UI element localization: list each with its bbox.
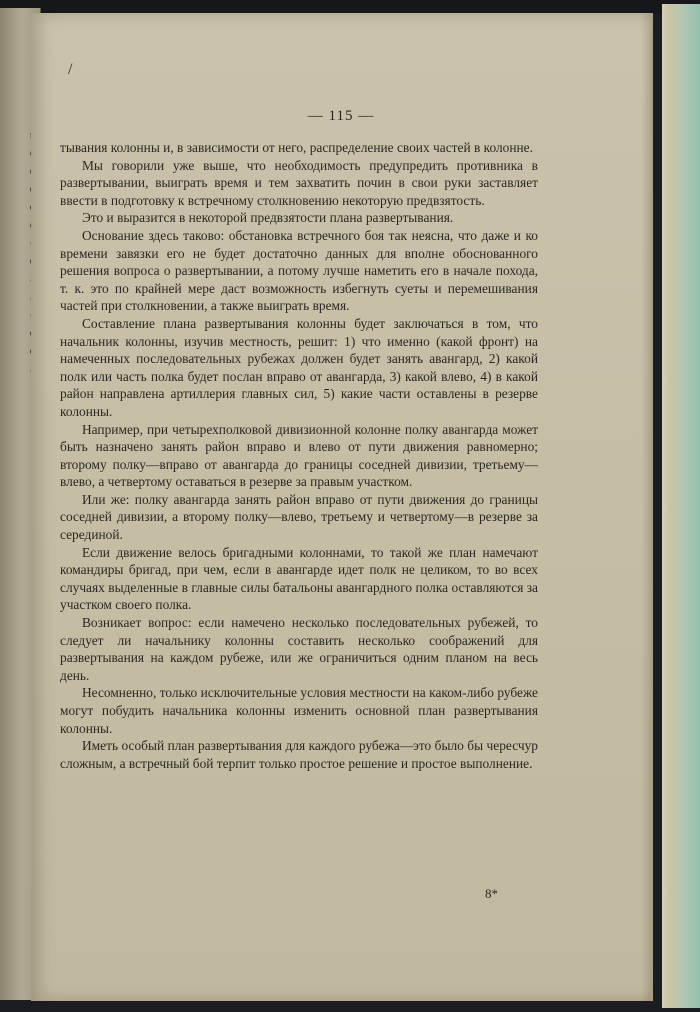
margin-mark: / xyxy=(68,61,73,78)
paragraph-3: Это и выразится в некоторой предвзятости плана развертывания. xyxy=(82,210,454,226)
paragraph-7: Или же: полку авангарда занять район вправо от пути движения до границы соседней дивизии, а второму полку—влево, третьему и четвертому—в резерве за серединой. xyxy=(60,491,538,543)
paragraph-5: Составление плана развертывания колонны будет заключаться в том, что начальник колонны, изучив местность, решит: 1) что именно (какой фронт) на намеченных последовательных рубежах должен будет занять авангард, 2) какой полк или часть полка будет послан вправо от авангарда, 3) какой влево, 4) в какой район направлена артиллерия главных сил, 5) какие части оставлены в резерве колонны. xyxy=(60,315,538,419)
paragraph-1: тывания колонны и, в зависимости от него, распределение своих частей в колонне. xyxy=(60,140,533,155)
page-body-text xyxy=(60,139,538,772)
page-number: — 115 — xyxy=(307,108,375,124)
paragraph-2: Мы говорили уже выше, что необходимость предупредить противника в развертывании, выиграть время и тем захватить почин в свои руки заставляет ввести в подготовку к встречному столкновению некоторую предвзятость. xyxy=(60,157,538,208)
paragraph-11: Иметь особый план развертывания для каждого рубежа—это было бы чересчур сложным, а встречный бой терпит только простое решение и простое выполнение. xyxy=(60,738,538,771)
paragraph-4: Основание здесь таково: обстановка встречного боя так неясна, что даже и ко времени завязки его не будет достаточно данных для вполне обоснованного решения вопроса о развертывании, а потому лучше наметить его в начале похода, т. к. это по крайней мере даст возможность избегнуть суеты и перемешивания частей при столкновении, а также выиграть время. xyxy=(60,227,538,314)
signature-mark: 8* xyxy=(485,886,498,901)
paragraph-9: Возникает вопрос: если намечено несколько последовательных рубежей, то следует ли начальнику колонны составить несколько соображений для развертывания на каждом рубеже, или же ограничиться одним планом на весь день. xyxy=(60,615,538,683)
paragraph-6: Например, при четырехполковой дивизионной колонне полку авангарда может быть назначено занять район вправо и влево от пути движения равномерно; второму полку—вправо от авангарда до границы соседней дивизии, третьему—влево, а четвертому оставаться в резерве за правым участком. xyxy=(60,421,538,490)
paragraph-10: Несомненно, только исключительные условия местности на каком-либо рубеже могут побудить начальника колонны изменить основной план развертывания колонны. xyxy=(60,685,538,736)
scan-background-top xyxy=(0,0,700,14)
book-page xyxy=(31,13,651,1001)
paragraph-8: Если движение велось бригадными колоннами, то такой же план намечают командиры бригад, при чем, если в авангарде идет полк не целиком, то во всех случаях выделенные в главные силы батальоны авангардного полка оставляются за участком своего полка. xyxy=(60,544,538,613)
book-edge xyxy=(662,4,700,1008)
